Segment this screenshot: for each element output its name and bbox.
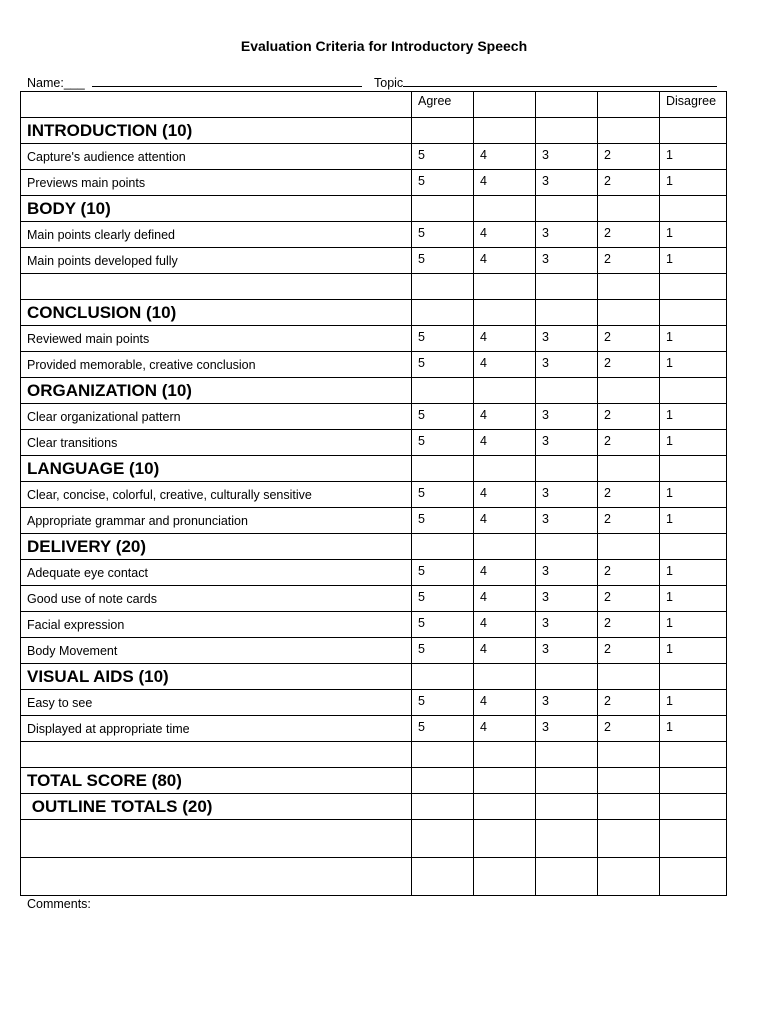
score-option[interactable]: 1 (660, 638, 727, 664)
score-option[interactable]: 4 (474, 248, 536, 274)
section-heading-row (21, 118, 727, 144)
score-option[interactable]: 4 (474, 326, 536, 352)
score-cell-empty[interactable] (598, 196, 660, 222)
blank-cell (21, 274, 412, 300)
score-option[interactable]: 4 (474, 222, 536, 248)
blank-cell[interactable] (598, 820, 660, 858)
header-blank-cell (536, 92, 598, 118)
score-option[interactable]: 2 (598, 326, 660, 352)
score-option[interactable]: 3 (536, 690, 598, 716)
criteria-label: Main points clearly defined (21, 222, 412, 248)
criteria-label: Provided memorable, creative conclusion (21, 352, 412, 378)
criteria-row (21, 430, 727, 456)
topic-blank[interactable] (403, 74, 717, 87)
score-cell-empty[interactable] (412, 118, 474, 144)
score-option[interactable]: 2 (598, 222, 660, 248)
score-option[interactable]: 4 (474, 612, 536, 638)
score-option[interactable]: 3 (536, 508, 598, 534)
score-option[interactable]: 2 (598, 482, 660, 508)
blank-cell[interactable] (660, 820, 727, 858)
score-option[interactable]: 5 (412, 586, 474, 612)
score-option[interactable]: 2 (598, 404, 660, 430)
total-score-cell[interactable] (474, 768, 536, 794)
total-score-cell[interactable] (412, 794, 474, 820)
criteria-row (21, 638, 727, 664)
score-cell-empty[interactable] (598, 664, 660, 690)
score-option[interactable]: 5 (412, 248, 474, 274)
criteria-label: Adequate eye contact (21, 560, 412, 586)
section-heading: ORGANIZATION (10) (21, 378, 412, 404)
header-agree: Agree (412, 92, 474, 118)
header-criteria-cell (21, 92, 412, 118)
blank-cell[interactable] (660, 274, 727, 300)
name-field[interactable] (27, 74, 362, 90)
score-option[interactable]: 3 (536, 326, 598, 352)
score-cell-empty[interactable] (474, 196, 536, 222)
score-option[interactable]: 5 (412, 404, 474, 430)
criteria-label: Body Movement (21, 638, 412, 664)
score-option[interactable]: 2 (598, 638, 660, 664)
score-cell-empty[interactable] (660, 196, 727, 222)
criteria-row (21, 170, 727, 196)
section-heading-row (21, 534, 727, 560)
section-heading: BODY (10) (21, 196, 412, 222)
score-option[interactable]: 5 (412, 352, 474, 378)
section-heading-row (21, 456, 727, 482)
score-option[interactable]: 5 (412, 560, 474, 586)
section-heading-row (21, 378, 727, 404)
criteria-row (21, 326, 727, 352)
score-option[interactable]: 4 (474, 586, 536, 612)
blank-cell[interactable] (536, 742, 598, 768)
score-option[interactable]: 5 (412, 716, 474, 742)
score-option[interactable]: 3 (536, 144, 598, 170)
score-cell-empty[interactable] (536, 534, 598, 560)
score-option[interactable]: 4 (474, 170, 536, 196)
section-heading: DELIVERY (20) (21, 534, 412, 560)
criteria-label: Reviewed main points (21, 326, 412, 352)
score-option[interactable]: 1 (660, 430, 727, 456)
score-option[interactable]: 1 (660, 716, 727, 742)
score-cell-empty[interactable] (660, 118, 727, 144)
criteria-row (21, 404, 727, 430)
blank-cell[interactable] (536, 820, 598, 858)
score-option[interactable]: 1 (660, 586, 727, 612)
page-title: Evaluation Criteria for Introductory Speech (240, 38, 528, 54)
score-cell-empty[interactable] (412, 664, 474, 690)
score-option[interactable]: 4 (474, 404, 536, 430)
section-heading: LANGUAGE (10) (21, 456, 412, 482)
score-option[interactable]: 3 (536, 716, 598, 742)
blank-cell (21, 742, 412, 768)
criteria-label: Main points developed fully (21, 248, 412, 274)
score-option[interactable]: 2 (598, 170, 660, 196)
score-cell-empty[interactable] (598, 300, 660, 326)
score-option[interactable]: 1 (660, 248, 727, 274)
blank-cell[interactable] (536, 858, 598, 896)
score-cell-empty[interactable] (474, 456, 536, 482)
score-option[interactable]: 2 (598, 144, 660, 170)
score-option[interactable]: 1 (660, 404, 727, 430)
score-cell-empty[interactable] (598, 378, 660, 404)
evaluation-table (20, 91, 727, 896)
score-option[interactable]: 5 (412, 690, 474, 716)
total-score-label: TOTAL SCORE (80) (21, 768, 412, 794)
score-cell-empty[interactable] (660, 664, 727, 690)
criteria-label: Clear, concise, colorful, creative, culturally sensitive (21, 482, 412, 508)
score-option[interactable]: 3 (536, 430, 598, 456)
score-option[interactable]: 3 (536, 612, 598, 638)
score-option[interactable]: 1 (660, 144, 727, 170)
score-option[interactable]: 1 (660, 482, 727, 508)
score-option[interactable]: 4 (474, 638, 536, 664)
section-heading-row (21, 196, 727, 222)
total-score-cell[interactable] (536, 794, 598, 820)
score-cell-empty[interactable] (536, 456, 598, 482)
blank-cell[interactable] (536, 274, 598, 300)
criteria-row (21, 586, 727, 612)
score-option[interactable]: 2 (598, 560, 660, 586)
blank-cell[interactable] (598, 274, 660, 300)
score-option[interactable]: 4 (474, 508, 536, 534)
score-option[interactable]: 3 (536, 482, 598, 508)
outline-totals-row (21, 794, 727, 820)
score-cell-empty[interactable] (536, 118, 598, 144)
blank-cell[interactable] (474, 742, 536, 768)
total-score-cell[interactable] (660, 794, 727, 820)
score-option[interactable]: 5 (412, 222, 474, 248)
score-cell-empty[interactable] (412, 456, 474, 482)
criteria-label: Easy to see (21, 690, 412, 716)
score-option[interactable]: 5 (412, 638, 474, 664)
score-option[interactable]: 2 (598, 508, 660, 534)
score-option[interactable]: 3 (536, 248, 598, 274)
blank-cell[interactable] (598, 858, 660, 896)
total-score-cell[interactable] (536, 768, 598, 794)
blank-row (21, 274, 727, 300)
score-option[interactable]: 1 (660, 612, 727, 638)
name-blank[interactable] (92, 74, 362, 87)
score-option[interactable]: 3 (536, 404, 598, 430)
criteria-label: Appropriate grammar and pronunciation (21, 508, 412, 534)
score-option[interactable]: 4 (474, 560, 536, 586)
blank-cell (21, 820, 412, 858)
score-cell-empty[interactable] (536, 196, 598, 222)
total-score-cell[interactable] (598, 794, 660, 820)
criteria-label: Good use of note cards (21, 586, 412, 612)
header-blank-cell (598, 92, 660, 118)
score-option[interactable]: 5 (412, 612, 474, 638)
score-cell-empty[interactable] (598, 534, 660, 560)
blank-cell[interactable] (474, 820, 536, 858)
score-cell-empty[interactable] (474, 664, 536, 690)
score-cell-empty[interactable] (412, 378, 474, 404)
criteria-row (21, 508, 727, 534)
criteria-label: Previews main points (21, 170, 412, 196)
score-option[interactable]: 3 (536, 560, 598, 586)
score-option[interactable]: 2 (598, 690, 660, 716)
blank-cell[interactable] (598, 742, 660, 768)
criteria-label: Facial expression (21, 612, 412, 638)
score-option[interactable]: 2 (598, 716, 660, 742)
score-option[interactable]: 4 (474, 482, 536, 508)
score-cell-empty[interactable] (536, 300, 598, 326)
score-cell-empty[interactable] (598, 456, 660, 482)
score-option[interactable]: 2 (598, 248, 660, 274)
criteria-label: Displayed at appropriate time (21, 716, 412, 742)
score-cell-empty[interactable] (536, 378, 598, 404)
header-blank-cell (474, 92, 536, 118)
score-cell-empty[interactable] (412, 300, 474, 326)
score-cell-empty[interactable] (598, 118, 660, 144)
blank-row (21, 820, 727, 858)
score-option[interactable]: 1 (660, 560, 727, 586)
blank-cell[interactable] (412, 274, 474, 300)
score-option[interactable]: 3 (536, 222, 598, 248)
criteria-row (21, 690, 727, 716)
score-option[interactable]: 5 (412, 482, 474, 508)
blank-row (21, 858, 727, 896)
score-option[interactable]: 1 (660, 690, 727, 716)
criteria-row (21, 352, 727, 378)
table-header-row (21, 92, 727, 118)
score-option[interactable]: 5 (412, 170, 474, 196)
score-option[interactable]: 3 (536, 170, 598, 196)
section-heading: INTRODUCTION (10) (21, 118, 412, 144)
blank-cell[interactable] (412, 820, 474, 858)
criteria-row (21, 482, 727, 508)
blank-cell[interactable] (474, 274, 536, 300)
topic-label: Topic (374, 76, 404, 90)
score-option[interactable]: 5 (412, 326, 474, 352)
criteria-row (21, 716, 727, 742)
section-heading: VISUAL AIDS (10) (21, 664, 412, 690)
score-option[interactable]: 5 (412, 508, 474, 534)
criteria-row (21, 560, 727, 586)
criteria-row (21, 248, 727, 274)
total-score-cell[interactable] (474, 794, 536, 820)
name-label: Name:___ (27, 76, 85, 90)
score-option[interactable]: 1 (660, 222, 727, 248)
section-heading-row (21, 664, 727, 690)
section-heading-row (21, 300, 727, 326)
score-option[interactable]: 4 (474, 430, 536, 456)
score-option[interactable]: 4 (474, 144, 536, 170)
score-option[interactable]: 3 (536, 638, 598, 664)
blank-cell[interactable] (412, 858, 474, 896)
blank-cell (21, 858, 412, 896)
score-cell-empty[interactable] (412, 196, 474, 222)
score-cell-empty[interactable] (536, 664, 598, 690)
score-option[interactable]: 4 (474, 690, 536, 716)
score-option[interactable]: 5 (412, 144, 474, 170)
score-cell-empty[interactable] (660, 456, 727, 482)
score-option[interactable]: 1 (660, 352, 727, 378)
score-cell-empty[interactable] (412, 534, 474, 560)
comments-label: Comments: (27, 897, 91, 911)
criteria-label: Clear organizational pattern (21, 404, 412, 430)
score-option[interactable]: 2 (598, 586, 660, 612)
score-cell-empty[interactable] (660, 534, 727, 560)
score-option[interactable]: 4 (474, 352, 536, 378)
total-score-row (21, 768, 727, 794)
score-cell-empty[interactable] (660, 300, 727, 326)
blank-row (21, 742, 727, 768)
criteria-label: Capture's audience attention (21, 144, 412, 170)
criteria-row (21, 144, 727, 170)
score-cell-empty[interactable] (474, 300, 536, 326)
score-option[interactable]: 5 (412, 430, 474, 456)
score-option[interactable]: 2 (598, 612, 660, 638)
section-heading: CONCLUSION (10) (21, 300, 412, 326)
score-option[interactable]: 1 (660, 170, 727, 196)
total-score-cell[interactable] (412, 768, 474, 794)
score-cell-empty[interactable] (474, 118, 536, 144)
blank-cell[interactable] (474, 858, 536, 896)
total-score-cell[interactable] (660, 768, 727, 794)
outline-totals-label: OUTLINE TOTALS (20) (21, 794, 412, 820)
total-score-cell[interactable] (598, 768, 660, 794)
blank-cell[interactable] (660, 742, 727, 768)
score-option[interactable]: 2 (598, 352, 660, 378)
criteria-label: Clear transitions (21, 430, 412, 456)
score-cell-empty[interactable] (474, 378, 536, 404)
score-cell-empty[interactable] (474, 534, 536, 560)
score-option[interactable]: 3 (536, 352, 598, 378)
criteria-row (21, 222, 727, 248)
header-disagree: Disagree (660, 92, 727, 118)
score-option[interactable]: 2 (598, 430, 660, 456)
blank-cell[interactable] (412, 742, 474, 768)
score-option[interactable]: 4 (474, 716, 536, 742)
score-cell-empty[interactable] (660, 378, 727, 404)
criteria-row (21, 612, 727, 638)
topic-field[interactable] (374, 74, 717, 90)
score-option[interactable]: 1 (660, 326, 727, 352)
score-option[interactable]: 3 (536, 586, 598, 612)
blank-cell[interactable] (660, 858, 727, 896)
score-option[interactable]: 1 (660, 508, 727, 534)
